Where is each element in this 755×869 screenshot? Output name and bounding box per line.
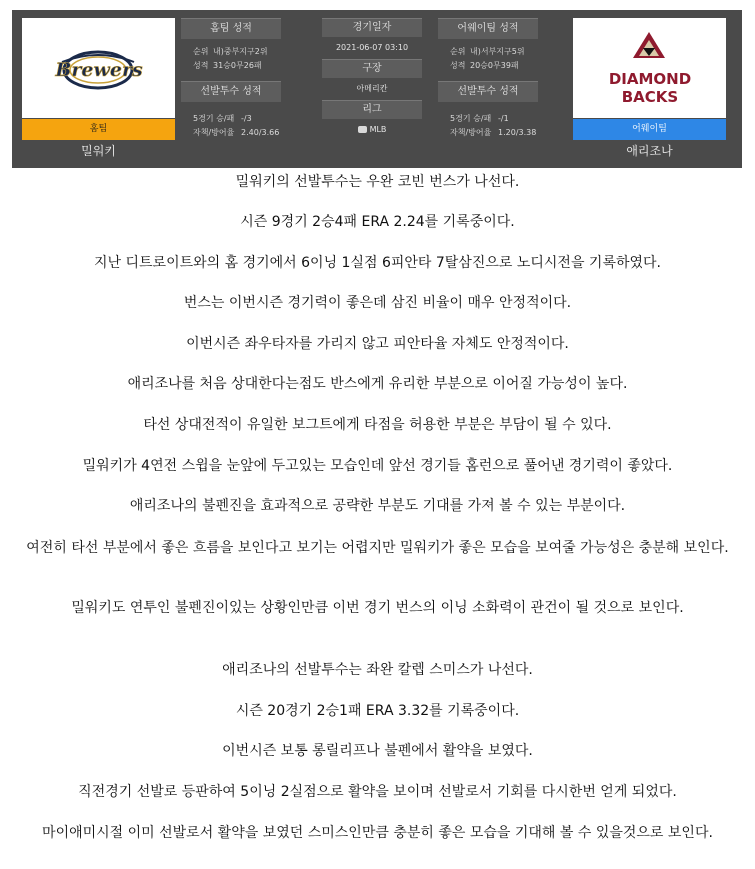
away-team-card: [573, 18, 726, 162]
home-rank-value: 내)중부지구2위: [213, 47, 268, 56]
away-games-value: -/1: [498, 114, 509, 123]
brewers-wordmark: Brewers: [55, 59, 143, 81]
home-stats-header: 홈팀 성적: [181, 18, 281, 39]
home-era-value: 2.40/3.66: [241, 128, 280, 137]
mlb-icon: [358, 126, 367, 133]
home-era-label: 자책/방어율: [193, 128, 235, 137]
home-games-value: -/3: [241, 114, 252, 123]
article-paragraph: 시즌 20경기 2승1패 ERA 3.32를 기록중이다.: [235, 703, 520, 719]
venue-value: 아메리칸: [356, 84, 388, 93]
away-era-value: 1.20/3.38: [498, 128, 537, 137]
match-date-value: 2021-06-07 03:10: [335, 43, 409, 52]
away-record-label: 성적: [450, 61, 466, 70]
article-paragraph: 시즌 9경기 2승4패 ERA 2.24를 기록중이다.: [240, 214, 515, 230]
article-paragraph: 직전경기 선발로 등판하여 5이닝 2실점으로 활약을 보이며 선발로서 기회를 다시한번 얻게 되었다.: [78, 784, 677, 800]
article-paragraph: 타선 상대전적이 유일한 보그트에게 타점을 허용한 부분은 부담이 될 수 있다.: [143, 417, 612, 433]
away-record-value: 20승0무39패: [470, 61, 519, 70]
home-rank-label: 순위: [193, 47, 209, 56]
home-stats-column: [181, 18, 281, 144]
venue-header: 구장: [322, 59, 422, 78]
article-paragraph: 애리조나를 처음 상대한다는점도 반스에게 유리한 부분으로 이어질 가능성이 높다.: [127, 376, 628, 392]
article-paragraph: 밀워키가 4연전 스윕을 눈앞에 두고있는 모습인데 앞선 경기들 홈런으로 풀어낸 경기력이 좋았다.: [82, 458, 673, 474]
away-rank-value: 내)서부지구5위: [470, 47, 525, 56]
match-date-header: 경기일자: [322, 18, 422, 37]
home-record-row: [193, 59, 281, 73]
home-pitcher-games-row: [193, 112, 281, 126]
home-team-card: [22, 18, 175, 162]
league-value-row: [322, 119, 422, 141]
article-paragraph: 애리조나의 불펜진을 효과적으로 공략한 부분도 기대를 가져 볼 수 있는 부분이다.: [129, 498, 626, 514]
home-pitcher-header: 선발투수 성적: [181, 81, 281, 102]
away-stats-column: [438, 18, 538, 144]
diamondbacks-logo-icon: [573, 18, 726, 118]
article-paragraph: 번스는 이번시즌 경기력이 좋은데 삼진 비율이 매우 안정적이다.: [183, 295, 572, 311]
article-paragraph: 밀워키도 연투인 불펜진이있는 상황인만큼 이번 경기 번스의 이닝 소화력이 관건이 될 것으로 보인다.: [71, 600, 684, 616]
league-value: MLB: [369, 125, 387, 134]
home-rank-row: [193, 45, 281, 59]
match-scoreboard: [12, 10, 742, 168]
away-record-row: [450, 59, 538, 73]
brewers-logo-icon: [22, 18, 175, 118]
away-rank-row: [450, 45, 538, 59]
home-team-tag: 홈팀: [22, 119, 175, 140]
home-record-label: 성적: [193, 61, 209, 70]
away-pitcher-header: 선발투수 성적: [438, 81, 538, 102]
away-pitcher-era-row: [450, 126, 538, 140]
away-games-label: 5경기 승/패: [450, 114, 492, 123]
away-stats-header: 어웨이팀 성적: [438, 18, 538, 39]
away-pitcher-games-row: [450, 112, 538, 126]
article-paragraph: 애리조나의 선발투수는 좌완 칼렙 스미스가 나선다.: [222, 662, 533, 678]
home-team-name: 밀워키: [81, 144, 116, 158]
away-team-tag: 어웨이팀: [573, 119, 726, 140]
away-team-logo: [573, 18, 726, 118]
away-era-label: 자책/방어율: [450, 128, 492, 137]
league-header: 리그: [322, 100, 422, 119]
home-games-label: 5경기 승/패: [193, 114, 235, 123]
article-paragraph: 이번시즌 보통 롱릴리프나 불펜에서 활약을 보였다.: [222, 743, 533, 759]
away-rank-label: 순위: [450, 47, 466, 56]
article-paragraph: 지난 디트로이트와의 홈 경기에서 6이닝 1실점 6피안타 7탈삼진으로 노디시전을 기록하였다.: [94, 255, 661, 271]
diamondbacks-wordmark-line2: BACKS: [621, 88, 679, 106]
article-paragraph: 밀워키의 선발투수는 우완 코빈 번스가 나선다.: [235, 174, 520, 190]
article-paragraph: 여전히 타선 부분에서 좋은 흐름을 보인다고 보기는 어렵지만 밀워키가 좋은 모습을 보여줄 가능성은 충분해 보인다.: [26, 540, 729, 556]
article-paragraph: 마이애미시절 이미 선발로서 활약을 보였던 스미스인만큼 충분히 좋은 모습을 기대해 볼 수 있을것으로 보인다.: [42, 825, 713, 841]
home-pitcher-era-row: [193, 126, 281, 140]
away-team-name: 애리조나: [626, 144, 673, 158]
article-paragraph: 이번시즌 좌우타자를 가리지 않고 피안타율 자체도 안정적이다.: [186, 336, 569, 352]
match-info-column: [322, 18, 422, 141]
home-record-value: 31승0무26패: [213, 61, 262, 70]
home-team-logo: [22, 18, 175, 118]
diamondbacks-wordmark-line1: DIAMOND: [608, 70, 692, 88]
